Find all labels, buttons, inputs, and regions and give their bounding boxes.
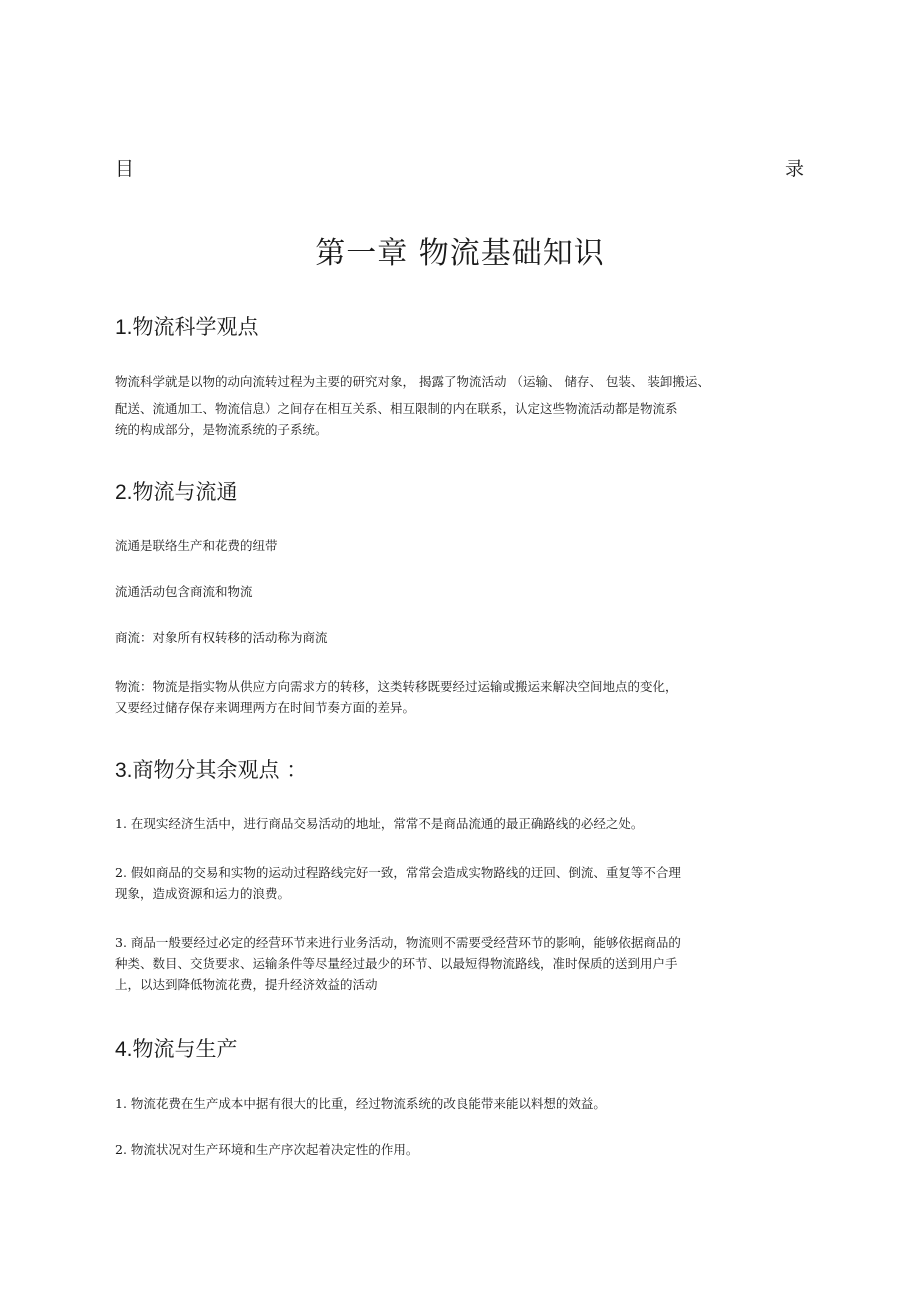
paragraph-line: 2. 物流状况对生产环境和生产序次起着决定性的作用。 [115, 1142, 419, 1157]
paragraph-line: 流通是联络生产和花费的纽带 [115, 538, 278, 553]
list-item [115, 932, 681, 995]
section-number: 2. [115, 481, 133, 504]
list-item [115, 862, 681, 904]
chapter-title: 第一章 物流基础知识 [315, 236, 605, 271]
paragraph [115, 535, 278, 556]
paragraph-line: 种类、数目、交货要求、运输条件等尽量经过最少的环节、以最短得物流路线，准时保质的送到用户手 [115, 956, 678, 971]
paragraph-line: 1. 在现实经济生活中，进行商品交易活动的地址，常常不是商品流通的最正确路线的必经之处。 [115, 816, 644, 831]
paragraph-line: 2. 假如商品的交易和实物的运动过程路线完好一致，常常会造成实物路线的迂回、倒流、重复等不合理 [115, 865, 681, 880]
paragraph-line: 流通活动包含商流和物流 [115, 584, 253, 599]
toc-label-right: 录 [785, 158, 805, 180]
section-heading-2 [115, 476, 238, 506]
list-item [115, 813, 643, 834]
paragraph-line: 配送、流通加工、物流信息）之间存在相互关系、相互限制的内在联系，认定这些物流活动都是物流系 [115, 401, 678, 416]
section-heading-1 [115, 311, 259, 341]
paragraph-line: 又要经过储存保存来调理两方在时间节奏方面的差异。 [115, 700, 416, 715]
toc-label-left: 目 [115, 158, 135, 180]
list-item [115, 1093, 606, 1114]
section-title: 物流与流通 [132, 480, 238, 504]
paragraph [115, 371, 710, 440]
section-heading-4 [115, 1033, 238, 1063]
section-title: 物流与生产 [132, 1037, 238, 1061]
section-number: 4. [115, 1038, 133, 1061]
paragraph-line: 3. 商品一般要经过必定的经营环节来进行业务活动，物流则不需要受经营环节的影响，能够依据商品的 [115, 935, 681, 950]
list-item [115, 1139, 418, 1160]
section-number: 3. [115, 759, 133, 782]
section-title: 物流科学观点 [132, 315, 259, 339]
paragraph [115, 581, 253, 602]
paragraph [115, 627, 328, 648]
paragraph-line: 物流科学就是以物的动向流转过程为主要的研究对象， 揭露了物流活动 （运输、 储存、 包装、 装卸搬运、 [115, 374, 710, 389]
paragraph-line: 统的构成部分，是物流系统的子系统。 [115, 422, 328, 437]
paragraph-line: 商流：对象所有权转移的活动称为商流 [115, 630, 328, 645]
section-number: 1. [115, 316, 133, 339]
paragraph [115, 676, 678, 718]
paragraph-line: 物流：物流是指实物从供应方向需求方的转移，这类转移既要经过运输或搬运来解决空间地点的变化， [115, 679, 678, 694]
paragraph-line: 现象，造成资源和运力的浪费。 [115, 886, 291, 901]
section-title: 商物分其余观点 ： [132, 758, 308, 782]
paragraph-line: 1. 物流花费在生产成本中据有很大的比重，经过物流系统的改良能带来能以料想的效益。 [115, 1096, 606, 1111]
section-heading-3 [115, 754, 307, 784]
paragraph-line: 上，以达到降低物流花费，提升经济效益的活动 [115, 977, 378, 992]
